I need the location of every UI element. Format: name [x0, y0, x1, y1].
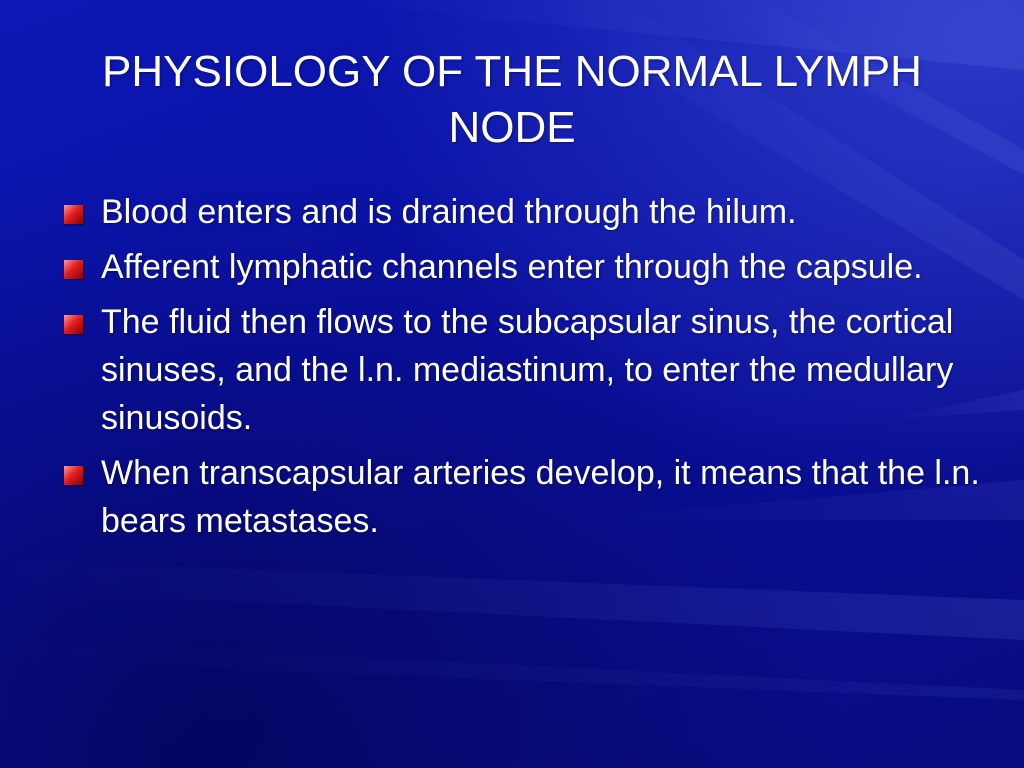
- slide-title: PHYSIOLOGY OF THE NORMAL LYMPH NODE: [102, 47, 922, 152]
- bullet-item: [60, 298, 980, 442]
- bullet-item: [60, 449, 980, 545]
- bullet-text: The fluid then flows to the subcapsular sinus, the cortical sinuses, and the l.n. mediastinum, to enter the medullary sinusoids.: [101, 303, 954, 437]
- bullet-list: [60, 188, 980, 552]
- bullet-item: [60, 188, 980, 236]
- bullet-square-icon: [64, 205, 83, 224]
- bullet-text: When transcapsular arteries develop, it means that the l.n. bears metastases.: [101, 454, 980, 540]
- bullet-item: [60, 243, 980, 291]
- bullet-square-icon: [64, 466, 83, 485]
- bullet-square-icon: [64, 260, 83, 279]
- bullet-square-icon: [64, 315, 83, 334]
- bullet-text: Afferent lymphatic channels enter through the capsule.: [101, 248, 923, 286]
- bullet-text: Blood enters and is drained through the hilum.: [101, 193, 797, 231]
